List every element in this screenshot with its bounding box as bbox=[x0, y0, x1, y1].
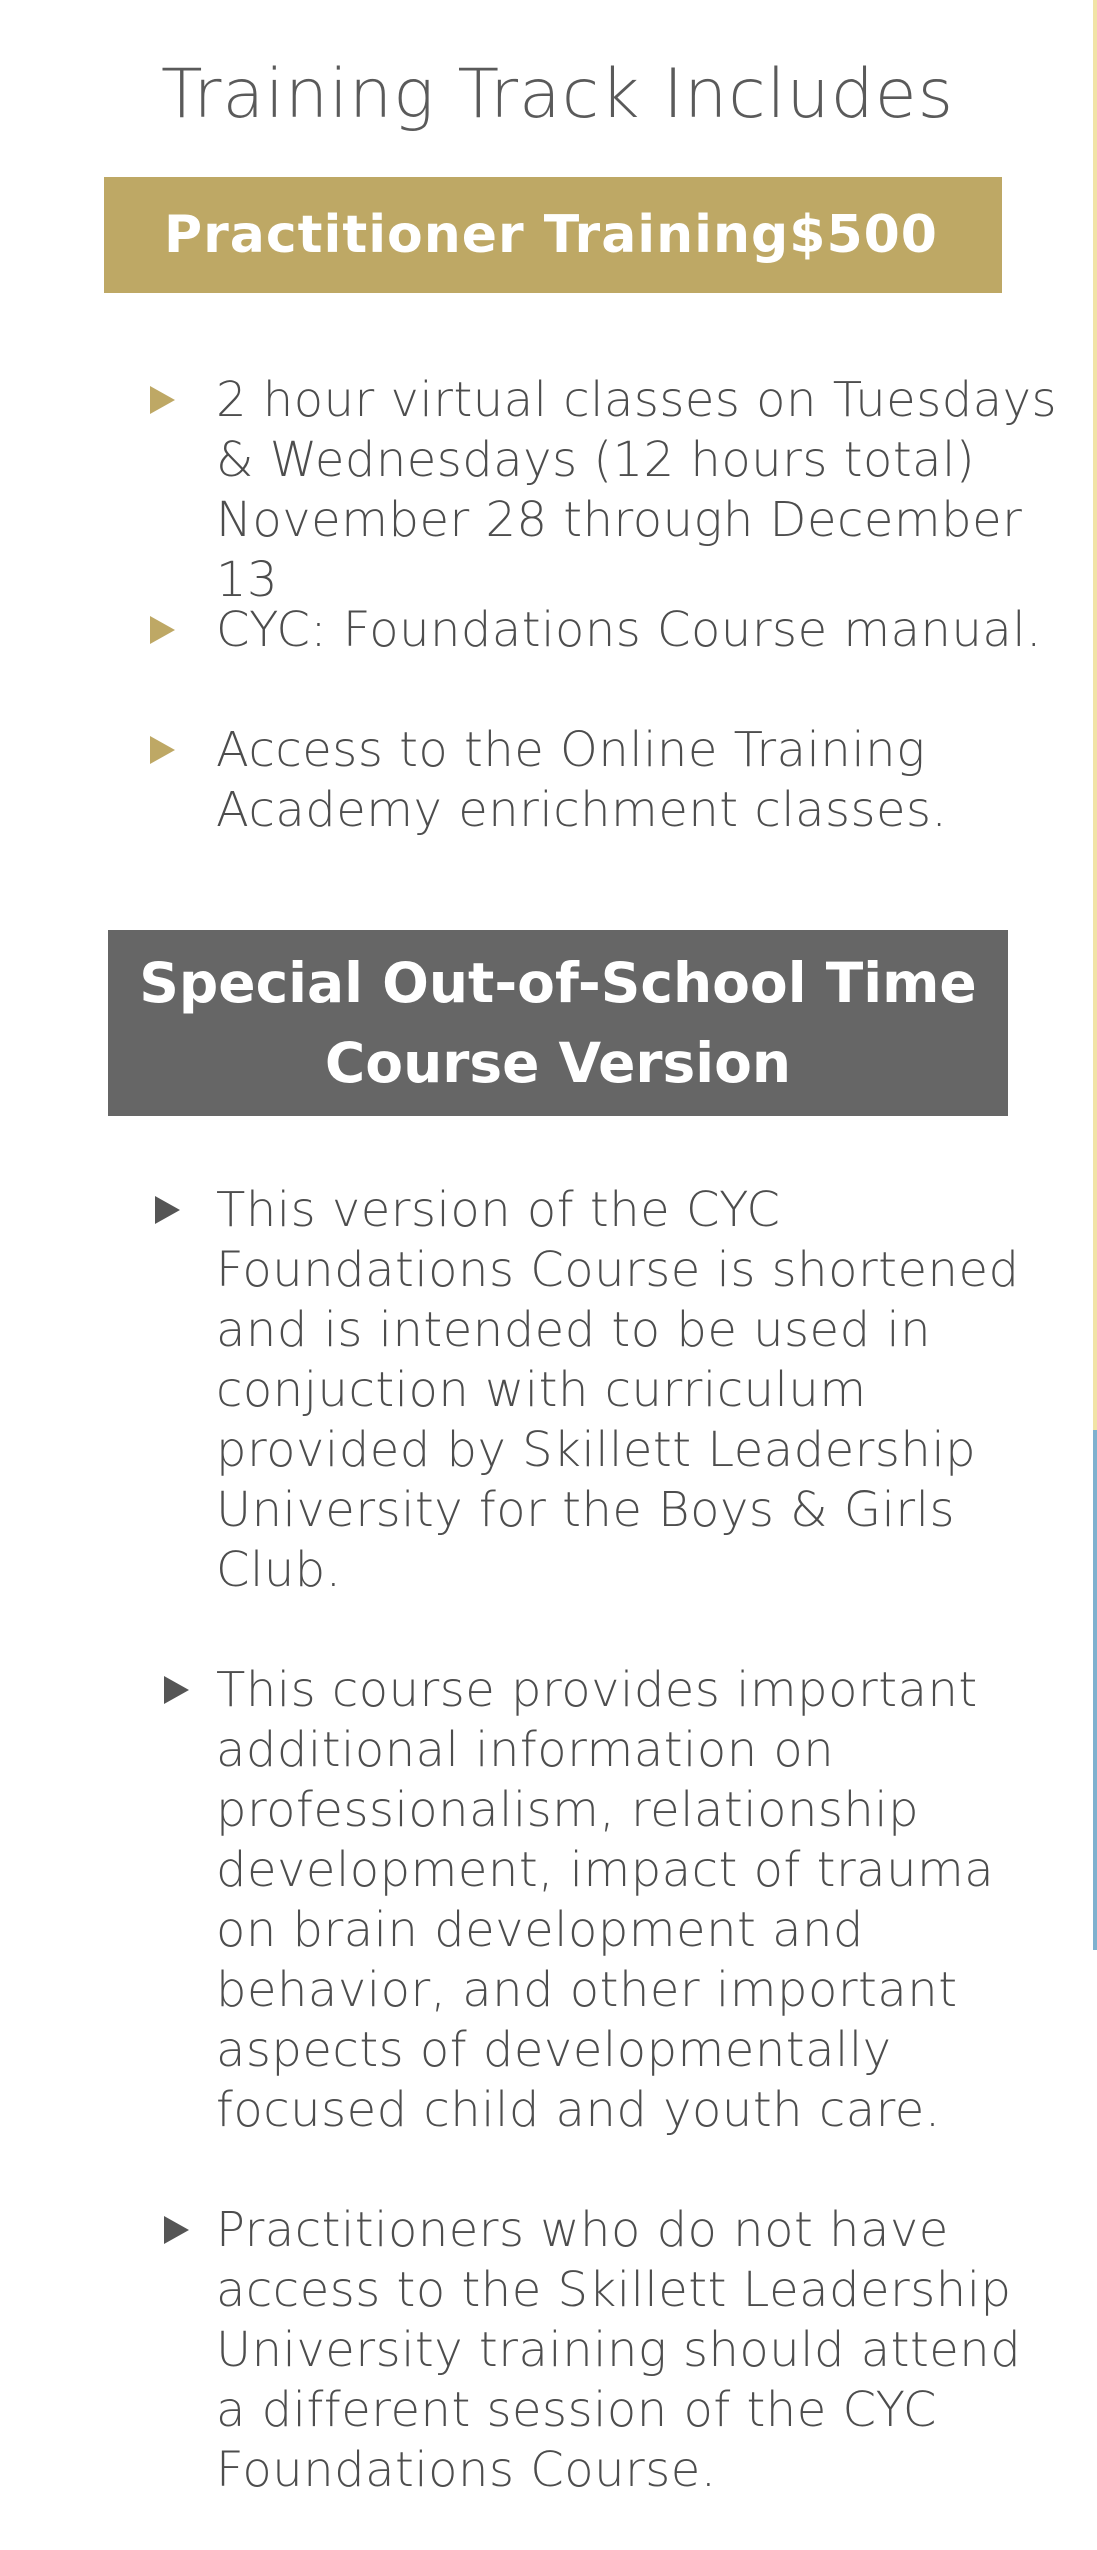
page-edge-strip bbox=[1093, 1430, 1097, 1950]
triangle-right-icon bbox=[164, 1676, 189, 1704]
triangle-right-icon bbox=[155, 1196, 180, 1224]
practitioner-training-header bbox=[104, 177, 1002, 293]
list-item-text: This course provides important additional information on professionalism, relationship development, impact of trauma on brain development and behavior, and other important aspects of developmentally focused child and youth care. bbox=[216, 1662, 995, 2138]
practitioner-training-price: $500 bbox=[789, 205, 938, 265]
triangle-right-icon bbox=[164, 2216, 189, 2244]
list-item-text: 2 hour virtual classes on Tuesdays & Wednesdays (12 hours total) November 28 through December 13 bbox=[216, 372, 1058, 608]
triangle-right-icon bbox=[150, 616, 175, 644]
triangle-right-icon bbox=[150, 736, 175, 764]
page-edge-strip bbox=[1093, 0, 1097, 1430]
special-version-heading-line: Course Version bbox=[324, 1031, 792, 1095]
list-item-text: CYC: Foundations Course manual. bbox=[216, 602, 1042, 658]
triangle-right-icon bbox=[150, 386, 175, 414]
special-version-header bbox=[108, 930, 1008, 1116]
list-item-text: This version of the CYC Foundations Course is shortened and is intended to be used in conjuction with curriculum provided by Skillett Leadership University for the Boys & Girls Club. bbox=[216, 1182, 1020, 1598]
list-item-text: Practitioners who do not have access to the Skillett Leadership University training should attend a different session of the CYC Foundations Course. bbox=[216, 2202, 1022, 2498]
page-title: Training Track Includes bbox=[160, 55, 955, 134]
practitioner-training-label: Practitioner Training bbox=[164, 205, 790, 265]
list-item-text: Access to the Online Training Academy enrichment classes. bbox=[216, 722, 948, 838]
special-version-heading-line: Special Out-of-School Time bbox=[139, 951, 977, 1015]
